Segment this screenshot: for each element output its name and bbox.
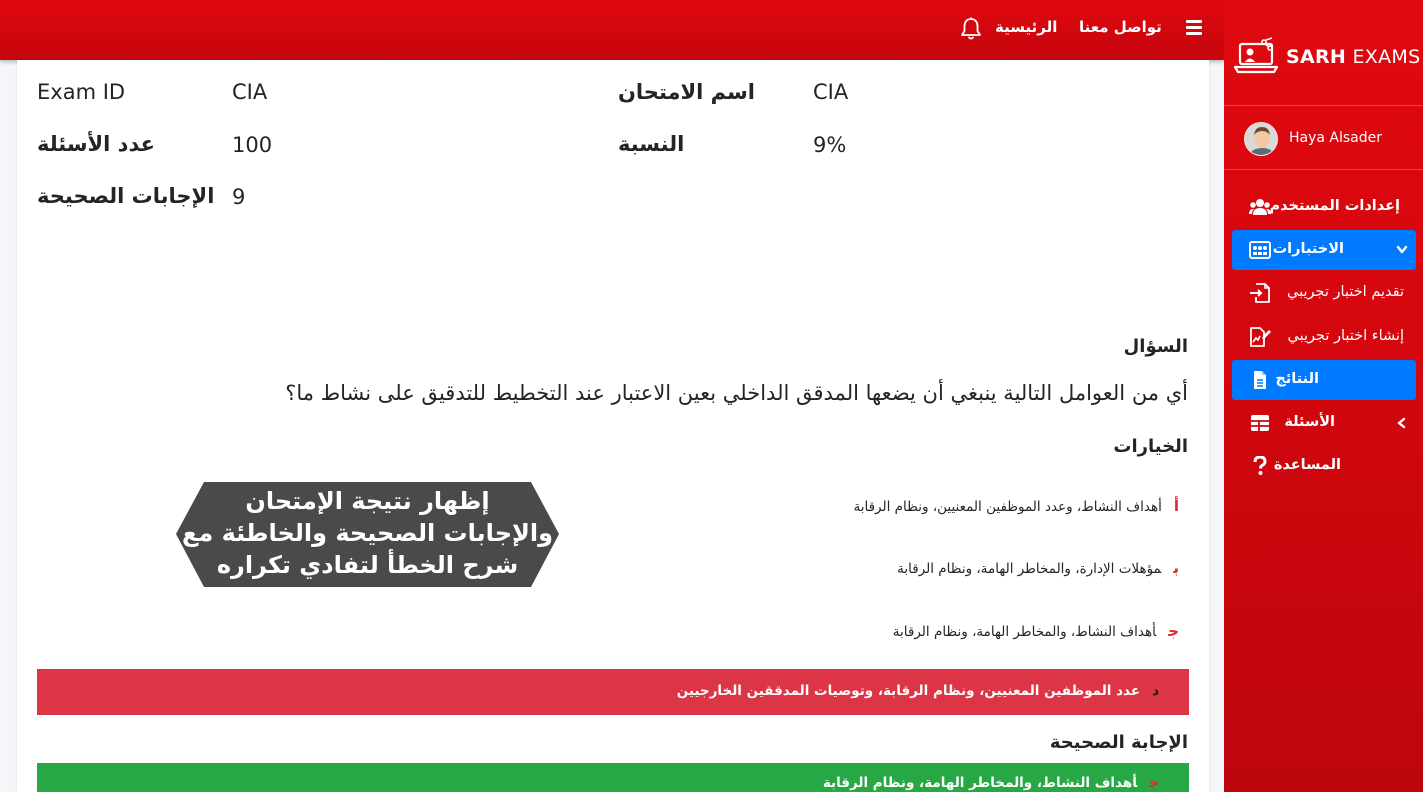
sidebar [1224, 0, 1423, 792]
option-d-wrong [37, 669, 1189, 715]
option-text: أهداف النشاط، والمخاطر الهامة، ونظام الرقابة [892, 624, 1157, 640]
sidebar-item-exams[interactable] [1232, 230, 1416, 270]
exam-id-value: CIA [232, 80, 268, 104]
option-letter: ب [1173, 559, 1179, 577]
question-count-label: عدد الأسئلة [37, 132, 155, 156]
avatar [1244, 122, 1278, 156]
brand[interactable] [1224, 0, 1423, 106]
promo-banner [176, 482, 559, 587]
correct-answers-label: الإجابات الصحيحة [37, 184, 215, 208]
option-letter: د [1152, 683, 1159, 699]
exam-id-label: Exam ID [37, 80, 126, 104]
sidebar-item-label: الأسئلة [1284, 414, 1335, 430]
option-a [853, 497, 1179, 515]
correct-answer-bar [37, 763, 1189, 792]
nav-contact-link[interactable]: تواصل معنا [1079, 18, 1162, 36]
chevron-down-icon [1396, 242, 1408, 256]
question-text: أي من العوامل التالية ينبغي أن يضعها المدقق الداخلي بعين الاعتبار عند التخطيط للتدقيق على نشاط ما؟ [285, 381, 1188, 405]
option-text: أهداف النشاط، وعدد الموظفين المعنيين، ونظام الرقابة [853, 499, 1162, 515]
correct-answers-value: 9 [232, 185, 246, 209]
nav-home-link[interactable]: الرئيسية [995, 18, 1058, 36]
correct-answer-heading: الإجابة الصحيحة [1049, 732, 1188, 753]
sidebar-item-create-practice-exam[interactable] [1232, 317, 1416, 357]
option-b [897, 559, 1179, 577]
brand-name-bold: SARH [1286, 46, 1347, 68]
option-letter: أ [1173, 497, 1179, 515]
sidebar-item-label: تقديم اختبار تجريبي [1287, 284, 1404, 300]
sidebar-item-results[interactable] [1232, 360, 1416, 400]
sidebar-item-label: إعدادات المستخدم [1269, 198, 1400, 214]
exams-icon [1249, 240, 1271, 260]
users-icon [1249, 197, 1271, 217]
sidebar-item-label: إنشاء اختبار تجريبي [1287, 328, 1404, 344]
options-heading: الخيارات [1113, 436, 1188, 457]
question-heading: السؤال [1123, 336, 1188, 357]
option-text: مؤهلات الإدارة، والمخاطر الهامة، ونظام الرقابة [897, 561, 1162, 577]
hamburger-icon[interactable] [1186, 20, 1202, 36]
percentage-label: النسبة [618, 132, 685, 156]
results-card [17, 60, 1209, 792]
laptop-logo-icon [1234, 36, 1280, 76]
top-navbar [0, 0, 1224, 60]
answer-text: أهداف النشاط، والمخاطر الهامة، ونظام الرقابة [822, 775, 1138, 791]
sidebar-item-label: النتائج [1275, 371, 1319, 387]
table-icon [1249, 413, 1271, 433]
answer-letter: ج [1149, 775, 1159, 791]
banner-line-2: والإجابات الصحيحة والخاطئة مع [181, 519, 554, 547]
sidebar-item-help[interactable] [1232, 446, 1416, 486]
percentage-value: 9% [813, 133, 847, 157]
exam-name-value: CIA [813, 80, 849, 104]
user-panel[interactable] [1224, 106, 1423, 170]
option-text: عدد الموظفين المعنيين، ونظام الرقابة، وتوصيات المدققين الخارجيين [676, 683, 1141, 699]
banner-line-3: شرح الخطأ لتفادي تكراره [216, 551, 519, 579]
question-count-value: 100 [232, 133, 273, 157]
exam-name-label: اسم الامتحان [618, 80, 755, 104]
question-icon [1249, 456, 1271, 476]
sidebar-item-take-practice-exam[interactable] [1232, 273, 1416, 313]
sidebar-item-label: الاختبارات [1272, 241, 1344, 257]
bell-icon[interactable] [958, 16, 984, 42]
document-icon [1249, 370, 1271, 390]
user-name[interactable]: Haya Alsader [1289, 130, 1383, 146]
option-letter: ج [1168, 622, 1179, 640]
sidebar-item-user-settings[interactable] [1232, 187, 1416, 227]
sidebar-item-label: المساعدة [1273, 457, 1341, 473]
sign-in-file-icon [1249, 283, 1271, 303]
sidebar-item-questions[interactable] [1232, 403, 1416, 443]
banner-line-1: إظهار نتيجة الإمتحان [245, 487, 490, 515]
brand-name-light: EXAMS [1352, 46, 1421, 68]
brand-name [1286, 46, 1420, 68]
option-c [893, 622, 1179, 640]
chevron-left-icon [1396, 415, 1408, 429]
edit-file-icon [1249, 327, 1271, 347]
